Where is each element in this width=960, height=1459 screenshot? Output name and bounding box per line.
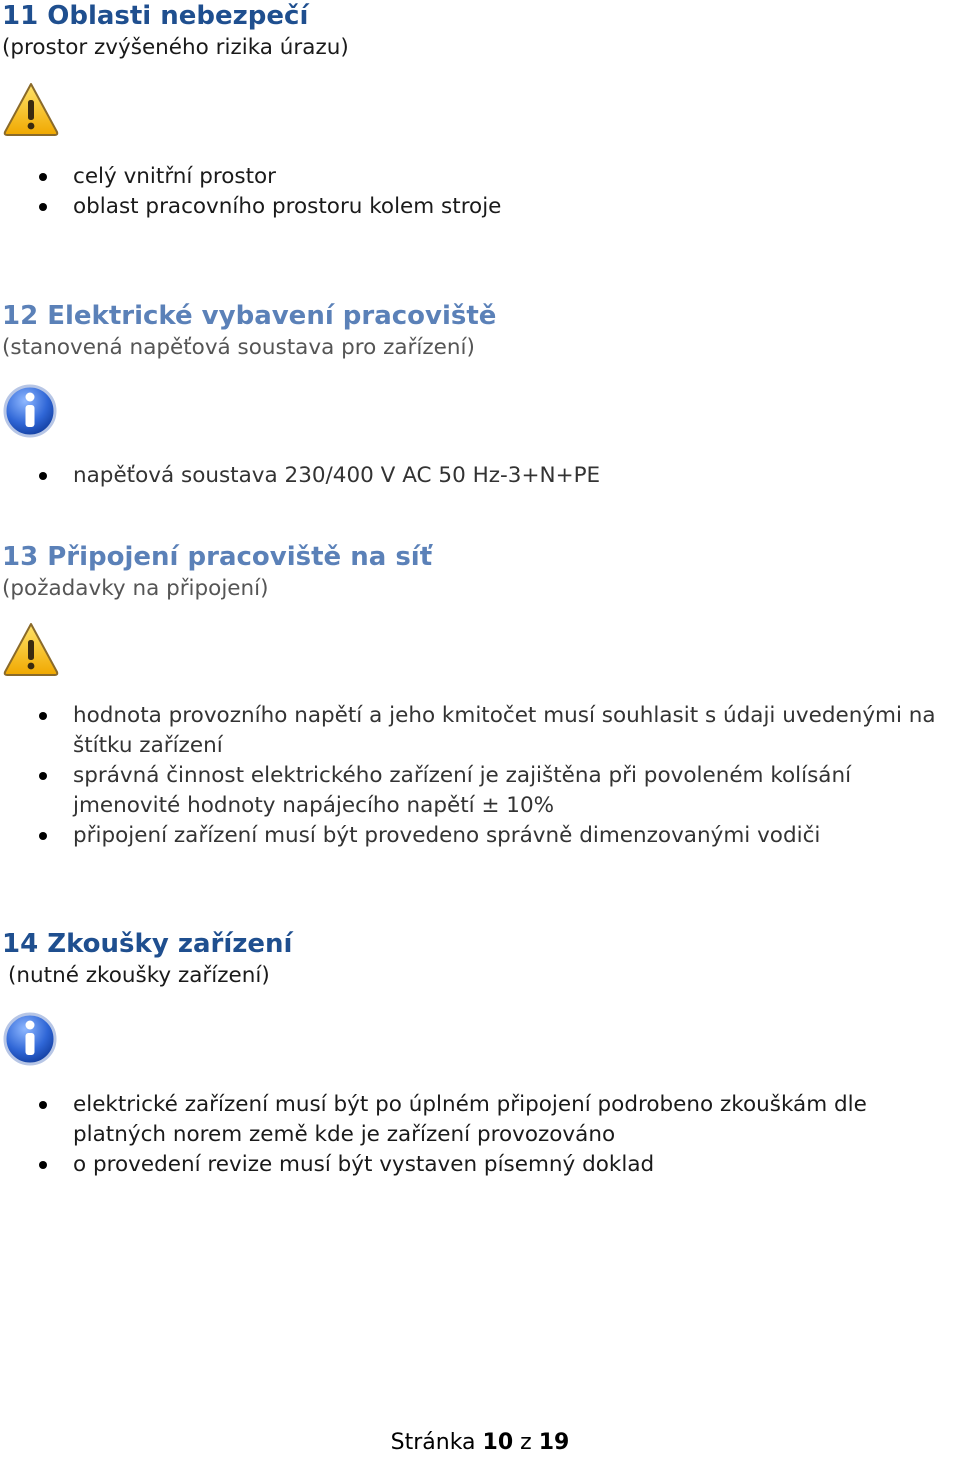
bullet-list <box>0 701 960 851</box>
section-subtitle: (nutné zkoušky zařízení) <box>8 963 270 988</box>
list-item: celý vnitřní prostor <box>0 162 960 192</box>
list-item: elektrické zařízení musí být po úplném připojení podrobeno zkouškám dle platných norem země kde je zařízení provozováno <box>0 1090 960 1150</box>
footer-total-pages: 19 <box>538 1430 570 1455</box>
list-item: hodnota provozního napětí a jeho kmitočet musí souhlasit s údaji uvedenými na štítku zařízení <box>0 701 960 761</box>
warning-icon <box>2 80 60 138</box>
bullet-list <box>0 1090 960 1180</box>
footer-separator: z <box>520 1430 532 1455</box>
section-heading: 11 Oblasti nebezpečí <box>2 1 309 31</box>
section-heading: 12 Elektrické vybavení pracoviště <box>2 301 497 331</box>
list-item: napěťová soustava 230/400 V AC 50 Hz-3+N+PE <box>0 461 960 491</box>
section-subtitle: (požadavky na připojení) <box>2 576 269 601</box>
list-item: připojení zařízení musí být provedeno správně dimenzovanými vodiči <box>0 821 960 851</box>
section-heading: 14 Zkoušky zařízení <box>2 929 293 959</box>
section-heading: 13 Připojení pracoviště na síť <box>2 542 433 572</box>
footer-label: Stránka <box>390 1430 476 1455</box>
list-item: o provedení revize musí být vystaven písemný doklad <box>0 1150 960 1180</box>
footer-current-page: 10 <box>482 1430 514 1455</box>
list-item: správná činnost elektrického zařízení je zajištěna při povoleném kolísání jmenovité hodnoty napájecího napětí ± 10% <box>0 761 960 821</box>
list-item: oblast pracovního prostoru kolem stroje <box>0 192 960 222</box>
page-footer <box>0 1428 960 1458</box>
info-icon <box>2 1010 60 1068</box>
section-subtitle: (stanovená napěťová soustava pro zařízení) <box>2 335 475 360</box>
bullet-list <box>0 162 960 222</box>
info-icon <box>2 382 60 440</box>
warning-icon <box>2 620 60 678</box>
bullet-list <box>0 461 960 491</box>
section-subtitle: (prostor zvýšeného rizika úrazu) <box>2 35 349 60</box>
